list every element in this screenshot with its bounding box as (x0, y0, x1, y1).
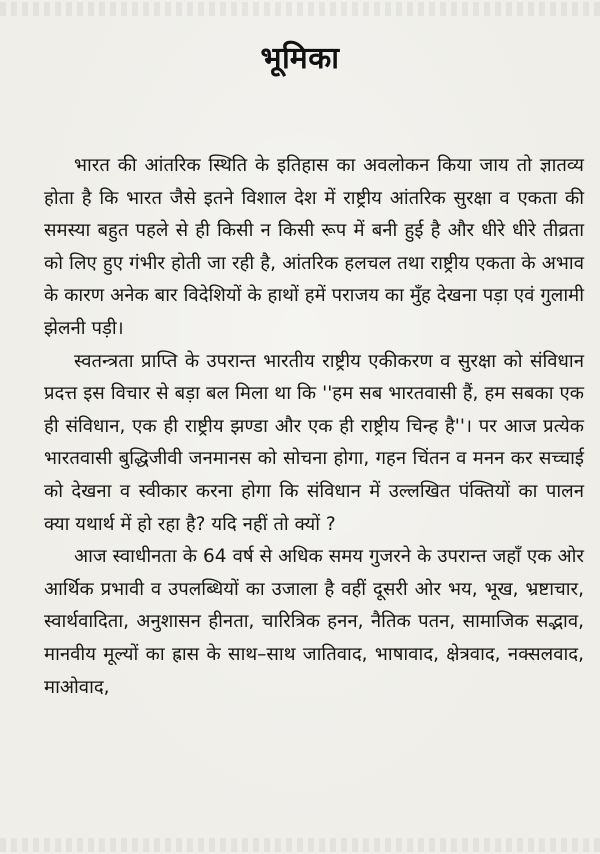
paragraph-1: भारत की आंतरिक स्थिति के इतिहास का अवलोकन किया जाय तो ज्ञातव्य होता है कि भारत जैसे इतने विशाल देश में राष्ट्रीय आंतरिक सुरक्षा व एकता की समस्या बहुत पहले से ही किसी न किसी रूप में बनी हुई है और धीरे धीरे तीव्रता को लिए हुए गंभीर होती जा रही है, आंतरिक हलचल तथा राष्ट्रीय एकता के अभाव के कारण अनेक बार विदेशियों के हाथों हमें पराजय का मुँह देखना पड़ा एवं गुलामी झेलनी पड़ी। (44, 155, 584, 339)
paragraph-2: स्वतन्त्रता प्राप्ति के उपरान्त भारतीय राष्ट्रीय एकीकरण व सुरक्षा को संविधान प्रदत्त इस विचार से बड़ा बल मिला था कि ''हम सब भारतवासी हैं, हम सबका एक ही संविधान, एक ही राष्ट्रीय झण्डा और एक ही राष्ट्रीय चिन्ह है''। पर आज प्रत्येक भारतवासी बुद्धिजीवी जनमानस को सोचना होगा, गहन चिंतन व मनन कर सच्चाई को देखना व स्वीकार करना होगा कि संविधान में उल्लखित पंक्तियों का पालन क्या यथार्थ में हो रहा है? यदि नहीं तो क्यों ? (44, 350, 584, 535)
page-title: भूमिका (260, 41, 340, 76)
bleed-through-text-bottom (0, 838, 600, 852)
bleed-through-text-top (0, 2, 600, 16)
paragraph-3: आज स्वाधीनता के 64 वर्ष से अधिक समय गुजरने के उपरान्त जहाँ एक ओर आर्थिक प्रभावी व उपलब्धियों का उजाला है वहीं दूसरी ओर भय, भूख, भ्रष्टाचार, स्वार्थवादिता, अनुशासन हीनता, चारित्रिक हनन, नैतिक पतन, सामाजिक सद्भाव, मानवीय मूल्यों का ह्रास के साथ–साथ जातिवाद, भाषावाद, क्षेत्रवाद, नक्सलवाद, माओवाद, (44, 546, 584, 698)
body-text (44, 150, 584, 704)
